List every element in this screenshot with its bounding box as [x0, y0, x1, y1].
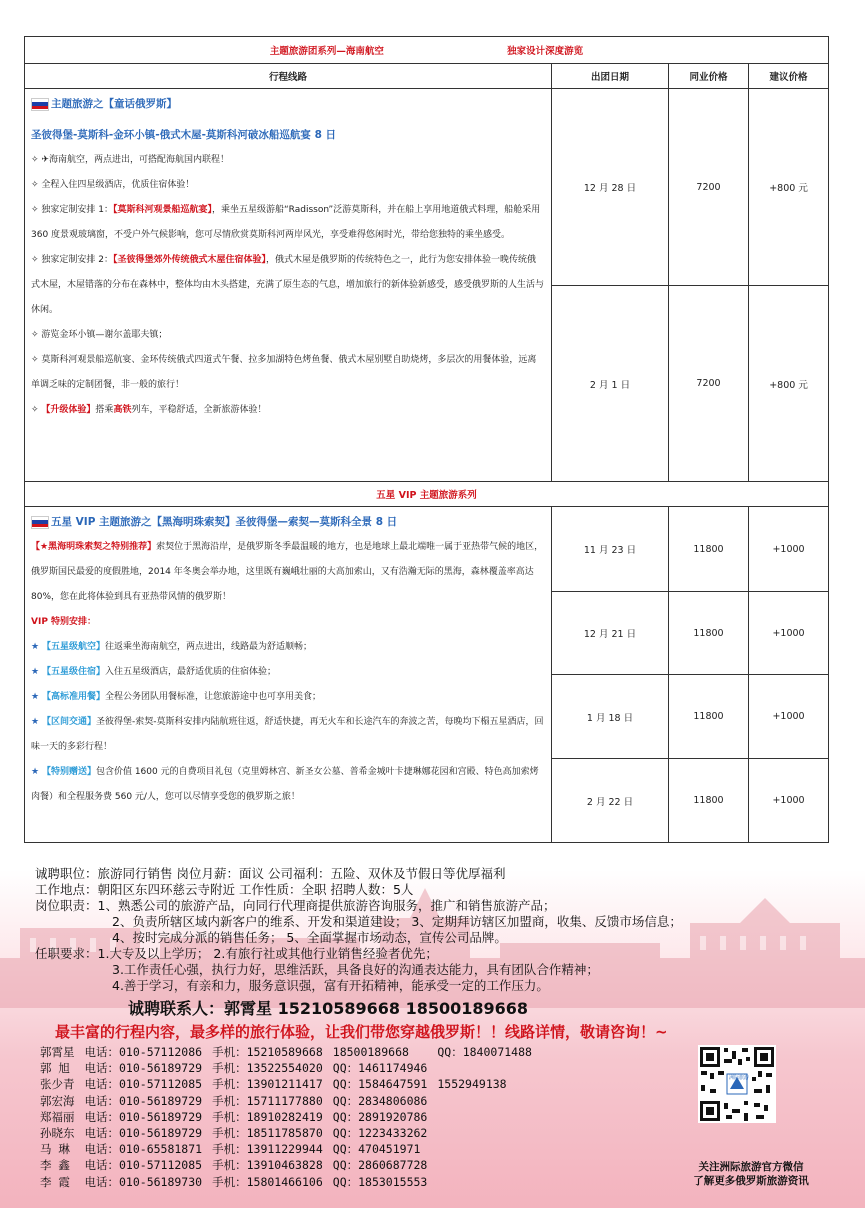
contact-name: 李 鑫 — [40, 1158, 70, 1173]
col-trade-price-header: 同业价格 — [669, 64, 749, 89]
route2-title-bracket: 【黑海明珠索契】 — [151, 516, 236, 528]
contact-mob2: QQ：2834806086 — [332, 1093, 428, 1108]
contact-mob: 手机：13901211417 — [212, 1077, 323, 1092]
suggest-price: +1000 — [749, 507, 829, 592]
contact-mob2: QQ：470451971 — [332, 1142, 421, 1157]
contact-tel: 电话：010-56189729 — [84, 1093, 203, 1108]
contact-tel: 电话：010-65581871 — [84, 1142, 203, 1157]
route2-title-rest: 圣彼得堡—索契—莫斯科全景 8 日 — [235, 516, 398, 528]
contact-name: 李 霞 — [40, 1174, 70, 1189]
section2-title: 五星 VIP 主题旅游系列 — [25, 482, 829, 507]
departure-date: 2 月 1 日 — [552, 286, 669, 482]
col-route-header: 行程线路 — [25, 64, 552, 89]
departure-date: 1 月 18 日 — [552, 675, 669, 759]
recruit-line-3: 岗位职责：1、熟悉公司的旅游产品，向同行代理商提供旅游咨询服务，推广和销售旅游产品； — [35, 898, 556, 913]
series-title-right: 独家设计深度游览 — [507, 46, 584, 57]
contact-name: 马 琳 — [40, 1142, 70, 1157]
route2-line: ★ 【五星级航空】往返乘坐海南航空，两点进出，线路最为舒适顺畅； — [31, 642, 312, 652]
contact-name: 郭宏海 — [40, 1093, 75, 1108]
departure-date: 2 月 22 日 — [552, 759, 669, 843]
route1-line: ✧ 莫斯科河观景船巡航宴、金环传统俄式四道式午餐、拉多加湖特色烤鱼餐、俄式木屋别墅自助烧烤，多层次的用餐体验，远离单调乏味的定制团餐，非一般的旅行！ — [31, 355, 537, 390]
contact-row — [40, 1060, 542, 1076]
route2-line: ★ 【特别赠送】包含价值 1600 元的自费项目礼包（克里姆林宫、新圣女公墓、普希金城叶卡捷琳娜花园和宫殿、特色高加索烤肉餐）和全程服务费 560 元/人，您可以尽情享受您的俄罗斯之旅！ — [31, 767, 539, 802]
vip-heading: VIP 特别安排： — [31, 617, 97, 627]
contact-qq — [437, 1174, 542, 1190]
route1-line: ✧ 全程入住四星级酒店，优质住宿体验！ — [31, 180, 195, 190]
trade-price: 11800 — [669, 507, 749, 592]
recruit-line-7: 3.工作责任心强，执行力好，思维活跃，具备良好的沟通表达能力，具有团队合作精神； — [112, 962, 599, 977]
contact-mob: 手机：13910463828 — [212, 1158, 323, 1173]
contact-row — [40, 1125, 542, 1141]
route2-line: ★ 【五星级住宿】入住五星级酒店，最舒适优质的住宿体验； — [31, 667, 276, 677]
contact-qq — [437, 1060, 542, 1076]
contact-tel: 电话：010-57112085 — [84, 1158, 203, 1173]
contact-mob: 手机：18511785870 — [212, 1126, 323, 1141]
russia-flag-icon — [31, 516, 49, 529]
route1-description — [25, 89, 552, 482]
contact-mob2: QQ：1223433262 — [332, 1126, 428, 1141]
contact-row — [40, 1174, 542, 1190]
qr-logo-text: 洲际旅游 — [729, 1075, 750, 1081]
recruit-line-5: 4、按时完成分派的销售任务； 5、全面掌握市场动态，宣传公司品牌。 — [112, 930, 507, 945]
contact-mob2: QQ：1584647591 — [332, 1077, 428, 1092]
trade-price: 11800 — [669, 675, 749, 759]
contact-tel: 电话：010-57112086 — [84, 1045, 203, 1060]
contact-qq — [437, 1125, 542, 1141]
qr-caption-line-1: 关注洲际旅游官方微信 — [698, 1161, 804, 1173]
route1-title-bracket: 【童话俄罗斯】 — [103, 98, 177, 110]
trade-price: 11800 — [669, 592, 749, 675]
route1-line: ✧ 独家定制安排 2：【圣彼得堡郊外传统俄式木屋住宿体验】，俄式木屋是俄罗斯的传统特色之一，此行为您安排体验一晚传统俄式木屋，木屋错落的分布在森林中，整体均由木头搭建，充满了原生态的气息，增加旅行的新体验新感受，感受俄罗斯的人生活与休闲。 — [31, 255, 545, 315]
qr-caption-line-2: 了解更多俄罗斯旅游资讯 — [693, 1175, 809, 1187]
contact-qq — [437, 1093, 542, 1109]
contact-mob2: QQ：2860687728 — [332, 1158, 428, 1173]
route2-intro: 【★黑海明珠索契之特别推荐】索契位于黑海沿岸，是俄罗斯冬季最温暖的地方，也是地球上最北端唯一属于亚热带气候的地区，俄罗斯国民最爱的度假胜地，2014 年冬奥会举办地，这里既有巍峨壮丽的大高加索山，又有浩瀚无际的黑海，森林覆盖率高达 80%，您在此将体验到具有亚热带风情的俄罗斯！ — [31, 542, 544, 602]
recruit-line-8: 4.善于学习，有亲和力，服务意识强，富有开拓精神，能承受一定的工作压力。 — [112, 978, 549, 993]
route1-line: ✧ 【升级体验】搭乘高铁列车，平稳舒适，全新旅游体验！ — [31, 405, 267, 415]
recruit-line-6: 任职要求：1.大专及以上学历； 2.有旅行社或其他行业销售经验者优先； — [35, 946, 438, 961]
qr-caption — [676, 1160, 826, 1188]
contact-row — [40, 1141, 542, 1157]
contact-row — [40, 1093, 542, 1109]
contact-row — [40, 1157, 542, 1173]
contact-tel: 电话：010-56189729 — [84, 1126, 203, 1141]
suggest-price: +1000 — [749, 759, 829, 843]
russia-flag-icon — [31, 98, 49, 111]
contact-mob: 手机：15801466106 — [212, 1174, 323, 1189]
route2-title-prefix: 五星 VIP 主题旅游之 — [51, 516, 152, 528]
recruit-line-1: 诚聘职位：旅游同行销售 岗位月薪：面议 公司福利：五险、双休及节假日等优厚福利 — [35, 866, 506, 881]
contact-row — [40, 1076, 542, 1092]
recruit-line-4: 2、负责所辖区域内新客户的维系、开发和渠道建设； 3、定期拜访辖区加盟商，收集、反馈市场信息； — [112, 914, 682, 929]
trade-price: 7200 — [669, 286, 749, 482]
route1-line: ✧ ✈海南航空，两点进出，可搭配海航国内联程！ — [31, 155, 229, 165]
contact-name: 郭 旭 — [40, 1061, 70, 1076]
contact-row — [40, 1044, 542, 1060]
departure-date: 11 月 23 日 — [552, 507, 669, 592]
contact-mob: 手机：13911229944 — [212, 1142, 323, 1157]
contact-mob2: 18500189668 — [332, 1045, 409, 1060]
suggest-price: +800 元 — [749, 286, 829, 482]
contact-tel: 电话：010-56189729 — [84, 1061, 203, 1076]
suggest-price: +1000 — [749, 592, 829, 675]
contact-tel: 电话：010-56189730 — [84, 1174, 203, 1189]
contact-qq: 1552949138 — [437, 1077, 507, 1092]
contact-qq — [437, 1109, 542, 1125]
contact-name: 郑福丽 — [40, 1109, 75, 1124]
contact-mob2: QQ：2891920786 — [332, 1109, 428, 1124]
itinerary-table — [24, 36, 829, 843]
contact-mob2: QQ：1461174946 — [332, 1061, 428, 1076]
col-suggest-price-header: 建议价格 — [749, 64, 829, 89]
route1-subtitle: 圣彼得堡-莫斯科-金环小镇-俄式木屋-莫斯科河破冰船巡航宴 8 日 — [31, 129, 337, 141]
contact-name: 孙晓东 — [40, 1126, 75, 1141]
departure-date: 12 月 28 日 — [552, 89, 669, 286]
series-header — [25, 37, 829, 64]
suggest-price: +800 元 — [749, 89, 829, 286]
contact-mob2: QQ：1853015553 — [332, 1174, 428, 1189]
route1-line: ✧ 独家定制安排 1：【莫斯科河观景船巡航宴】，乘坐五星级游船“Radisson”泛游莫斯科，并在船上享用地道俄式料理，船舱采用 360 度景观玻璃窗，不受户外气候影响，您可尽情欣赏莫斯科河两岸风光，享受难得悠闲时光，带给您独特的乘坐感受。 — [31, 205, 541, 240]
recruit-contact: 诚聘联系人：郭霄星 15210589668 18500189668 — [128, 999, 529, 1018]
trade-price: 11800 — [669, 759, 749, 843]
trade-price: 7200 — [669, 89, 749, 286]
contact-row — [40, 1109, 542, 1125]
contact-list — [40, 1044, 542, 1190]
contact-mob: 手机：15210589668 — [212, 1045, 323, 1060]
departure-date: 12 月 21 日 — [552, 592, 669, 675]
route2-description — [25, 507, 552, 843]
route2-line: ★ 【区间交通】圣彼得堡-索契-莫斯科安排内陆航班往返，舒适快捷，再无火车和长途汽车的奔波之苦，每晚均下榻五星酒店，回味一天的多彩行程！ — [31, 717, 544, 752]
route1-title-prefix: 主题旅游之 — [51, 98, 104, 110]
contact-qq — [437, 1157, 542, 1173]
route2-line: ★ 【高标准用餐】全程公务团队用餐标准，让您旅游途中也可享用美食； — [31, 692, 321, 702]
recruit-line-2: 工作地点：朝阳区东四环慈云寺附近 工作性质：全职 招聘人数：5人 — [35, 882, 414, 897]
series-title: 主题旅游团系列—海南航空 — [269, 46, 384, 57]
contact-mob: 手机：13522554020 — [212, 1061, 323, 1076]
col-date-header: 出团日期 — [552, 64, 669, 89]
contact-qq — [437, 1141, 542, 1157]
contact-name: 张少青 — [40, 1077, 75, 1092]
suggest-price: +1000 — [749, 675, 829, 759]
contact-name: 郭霄星 — [40, 1045, 75, 1060]
contact-qq: QQ：1840071488 — [437, 1045, 532, 1060]
route1-line: ✧ 游览金环小镇—谢尔盖耶夫镇； — [31, 330, 168, 340]
contact-tel: 电话：010-56189729 — [84, 1109, 203, 1124]
contact-tel: 电话：010-57112085 — [84, 1077, 203, 1092]
contact-mob: 手机：18910282419 — [212, 1109, 323, 1124]
contact-mob: 手机：15711177880 — [212, 1093, 323, 1108]
slogan: 最丰富的行程内容，最多样的旅行体验，让我们带您穿越俄罗斯！！线路详情，敬请咨询！~ — [55, 1023, 668, 1041]
wechat-qr-code[interactable] — [698, 1045, 776, 1155]
